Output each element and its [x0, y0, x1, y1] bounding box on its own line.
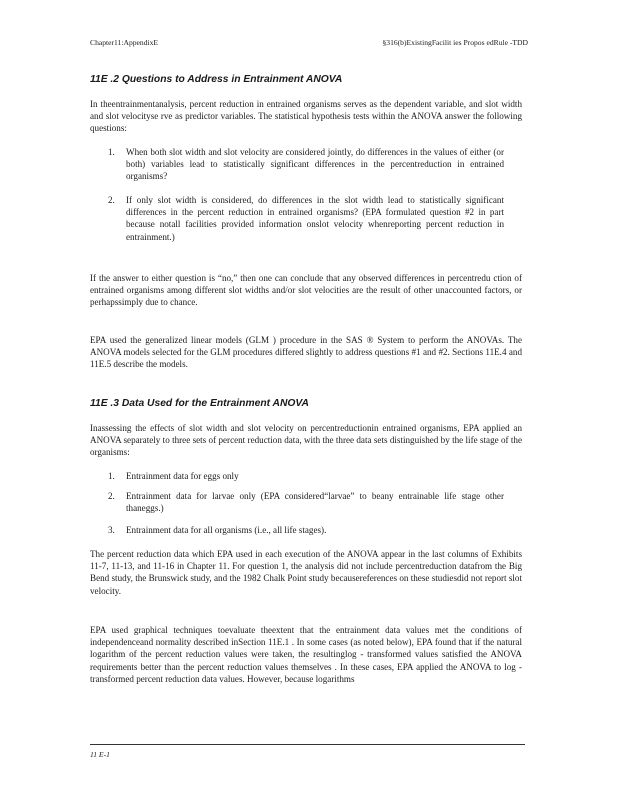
list-item-text: If only slot width is considered, do differences in the slot width lead to statistically significant differences in the percent reduction in entrained organisms? (EPA formulated question #2 in part because notall facilities provided information onslot velocity whenreporting percent reduction in entrainment.): [126, 195, 504, 242]
list-item: [108, 194, 522, 243]
paragraph-intro-11e3: Inassessing the effects of slot width and slot velocity on percentreductionin entrained organisms, EPA applied an ANOVA separately to three sets of percent reduction data, with the three data sets distinguished by the life stage of the organisms:: [90, 423, 522, 458]
section-heading-11e2: 11E .2 Questions to Address in Entrainment ANOVA: [90, 74, 343, 85]
list-item: [108, 490, 522, 514]
list-item-number: 2.: [108, 491, 115, 501]
paragraph-data-source-11e3: The percent reduction data which EPA used in each execution of the ANOVA appear in the last columns of Exhibits 11-7, 11-13, and 11-16 in Chapter 11. For question 1, the analysis did not include percentreduction datafrom the Big Bend study, the Brunswick study, and the 1982 Chalk Point study becausereferences on these studiesdid not report slot velocity.: [90, 549, 522, 596]
running-header-left: Chapter11:AppendixE: [90, 38, 159, 47]
page-number: 11 E-1: [90, 750, 110, 759]
list-item-number: 1.: [108, 147, 115, 157]
list-item-number: 2.: [108, 195, 115, 205]
paragraph-answer-11e2: If the answer to either question is “no,” then one can conclude that any observed differences in percentredu ction of entrained organisms among different slot widths and/or slot velocities are the result of other unaccounted factors, or perhapssimply due to chance.: [90, 273, 522, 308]
footer-rule: [90, 744, 525, 745]
list-item: [108, 470, 522, 482]
list-item: [108, 524, 522, 536]
list-item: [108, 146, 522, 183]
section-heading-11e3: 11E .3 Data Used for the Entrainment ANOVA: [90, 398, 309, 409]
list-item-number: 1.: [108, 471, 115, 481]
paragraph-graphical-11e3: EPA used graphical techniques toevaluate theextent that the entrainment data values met the conditions of independenceand normality described inSection 11E.1 . In some cases (as noted below), EPA found that if the natural logarithm of the percent reduction values were taken, the resultinglog - transformed values satisfied the ANOVA requirements better than the percent reduction values themselves . In these cases, EPA applied the ANOVA to log -transformed percent reduction data values. However, because logarithms: [90, 625, 522, 684]
paragraph-intro-11e2: In theentrainmentanalysis, percent reduction in entrained organisms serves as the dependent variable, and slot width and slot velocityse rve as predictor variables. The statistical hypothesis tests within the ANOVA answer the following questions:: [90, 99, 522, 134]
list-item-text: When both slot width and slot velocity are considered jointly, do differences in the values of either (or both) variables lead to statistically significant differences in the percentreduction in entrained organisms?: [126, 147, 504, 182]
list-item-number: 3.: [108, 525, 115, 535]
paragraph-glm-11e2: EPA used the generalized linear models (GLM ) procedure in the SAS ® System to perform the ANOVAs. The ANOVA models selected for the GLM procedures differed slightly to address questions #1 and #2. Sections 11E.4 and 11E.5 describe the models.: [90, 335, 522, 370]
list-item-text: Entrainment data for larvae only (EPA considered“larvae” to beany entrainable life stage other thaneggs.): [126, 491, 504, 514]
list-item-text: Entrainment data for all organisms (i.e., all life stages).: [126, 525, 327, 535]
list-item-text: Entrainment data for eggs only: [126, 471, 239, 481]
running-header-right: §316(b)ExistingFacilit ies Propos edRule -TDD: [382, 38, 528, 47]
